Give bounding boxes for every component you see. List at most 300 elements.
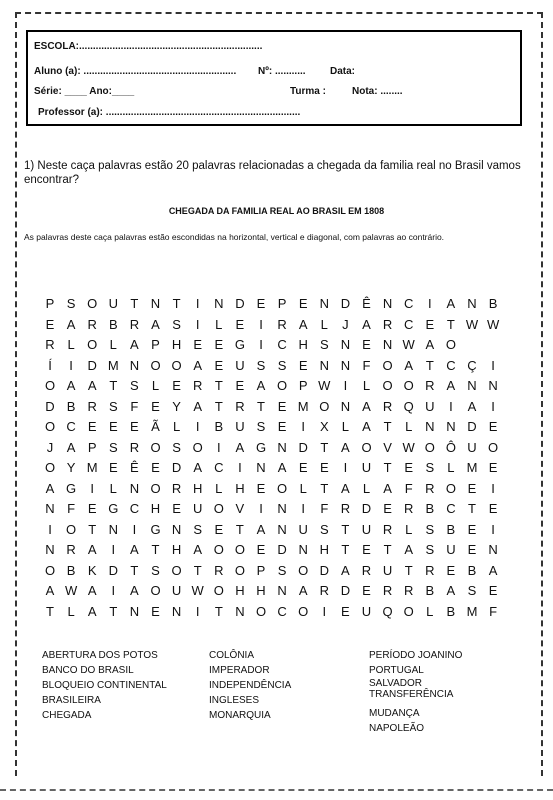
grid-letter[interactable]: I: [259, 337, 263, 352]
grid-letter[interactable]: T: [214, 378, 223, 393]
grid-letter[interactable]: W: [465, 316, 479, 332]
grid-letter[interactable]: K: [87, 562, 97, 578]
grid-letter[interactable]: S: [425, 542, 435, 557]
grid-letter[interactable]: O: [382, 357, 393, 373]
grid-letter[interactable]: I: [259, 316, 263, 332]
grid-letter[interactable]: H: [235, 480, 245, 496]
grid-letter[interactable]: T: [446, 316, 455, 332]
grid-letter[interactable]: I: [195, 316, 200, 332]
grid-letter[interactable]: G: [234, 337, 245, 352]
grid-letter[interactable]: F: [67, 501, 76, 516]
grid-letter[interactable]: R: [45, 337, 55, 352]
grid-letter[interactable]: S: [425, 521, 435, 537]
grid-letter[interactable]: O: [150, 439, 161, 455]
grid-letter[interactable]: O: [298, 562, 309, 578]
grid-letter[interactable]: E: [446, 562, 456, 578]
grid-letter[interactable]: O: [234, 542, 245, 557]
grid-letter[interactable]: L: [362, 480, 371, 496]
grid-letter[interactable]: U: [361, 521, 372, 537]
grid-letter[interactable]: H: [171, 542, 182, 557]
grid-letter[interactable]: R: [66, 542, 76, 557]
grid-letter[interactable]: E: [256, 542, 266, 557]
grid-letter[interactable]: N: [382, 337, 393, 352]
grid-letter[interactable]: A: [87, 583, 97, 598]
grid-letter[interactable]: E: [298, 357, 308, 373]
grid-letter[interactable]: A: [341, 439, 350, 455]
grid-letter[interactable]: C: [129, 501, 140, 516]
grid-letter[interactable]: N: [277, 439, 287, 455]
grid-letter[interactable]: L: [172, 419, 181, 434]
grid-letter[interactable]: P: [277, 296, 287, 311]
grid-letter[interactable]: R: [403, 501, 414, 516]
grid-letter[interactable]: Y: [172, 398, 181, 414]
student-name-field[interactable]: Aluno (a): .......................................................: [34, 66, 237, 77]
grid-letter[interactable]: T: [109, 378, 118, 393]
grid-letter[interactable]: B: [488, 296, 498, 311]
grid-letter[interactable]: A: [87, 542, 97, 557]
grid-letter[interactable]: P: [151, 337, 160, 352]
grid-letter[interactable]: L: [67, 603, 75, 619]
grid-letter[interactable]: D: [340, 583, 351, 598]
grid-letter[interactable]: G: [66, 480, 77, 496]
grid-letter[interactable]: W: [64, 583, 78, 598]
grid-letter[interactable]: N: [235, 603, 245, 619]
grid-letter[interactable]: H: [192, 480, 203, 496]
grid-letter[interactable]: S: [151, 562, 160, 578]
date-field[interactable]: Data:: [330, 66, 356, 77]
grid-letter[interactable]: D: [45, 398, 55, 414]
grid-letter[interactable]: A: [341, 480, 350, 496]
grid-letter[interactable]: L: [109, 480, 117, 496]
grid-letter[interactable]: R: [319, 583, 329, 598]
grid-letter[interactable]: O: [192, 439, 203, 455]
grid-letter[interactable]: N: [467, 378, 477, 393]
grid-letter[interactable]: B: [108, 316, 118, 332]
grid-letter[interactable]: C: [214, 460, 224, 475]
grid-letter[interactable]: Ã: [151, 419, 160, 434]
grid-letter[interactable]: M: [86, 460, 98, 475]
grid-letter[interactable]: H: [171, 337, 182, 352]
grid-letter[interactable]: W: [486, 316, 500, 332]
grid-letter[interactable]: S: [319, 337, 329, 352]
grid-letter[interactable]: C: [403, 316, 414, 332]
grid-letter[interactable]: C: [66, 419, 76, 434]
grid-letter[interactable]: O: [87, 296, 98, 311]
grid-letter[interactable]: P: [87, 439, 97, 455]
teacher-field[interactable]: Professor (a): ......................................................................: [38, 107, 301, 118]
grid-letter[interactable]: C: [403, 296, 414, 311]
grid-letter[interactable]: U: [467, 439, 477, 455]
grid-letter[interactable]: E: [235, 378, 245, 393]
grid-letter[interactable]: O: [171, 357, 182, 373]
grid-letter[interactable]: I: [195, 296, 200, 311]
grid-letter[interactable]: A: [235, 439, 245, 455]
grid-letter[interactable]: Q: [382, 603, 393, 619]
grid-letter[interactable]: R: [214, 562, 224, 578]
grid-letter[interactable]: N: [467, 296, 477, 311]
grid-letter[interactable]: E: [362, 583, 371, 598]
grid-letter[interactable]: B: [446, 603, 456, 619]
grid-letter[interactable]: E: [108, 460, 118, 475]
grid-letter[interactable]: E: [130, 419, 139, 434]
grid-letter[interactable]: L: [215, 316, 223, 332]
grid-letter[interactable]: O: [150, 357, 161, 373]
grid-letter[interactable]: R: [87, 316, 97, 332]
grid-letter[interactable]: L: [215, 480, 223, 496]
grid-letter[interactable]: E: [214, 521, 224, 537]
grid-letter[interactable]: I: [491, 480, 495, 496]
grid-letter[interactable]: A: [277, 460, 287, 475]
grid-letter[interactable]: T: [320, 480, 329, 496]
grid-letter[interactable]: A: [45, 583, 55, 598]
grid-letter[interactable]: N: [340, 398, 351, 414]
grid-letter[interactable]: A: [66, 316, 76, 332]
grid-letter[interactable]: O: [150, 480, 161, 496]
grid-letter[interactable]: E: [341, 603, 350, 619]
grid-letter[interactable]: A: [87, 603, 97, 619]
grid-letter[interactable]: B: [66, 398, 76, 414]
grid-letter[interactable]: M: [107, 357, 119, 373]
grid-letter[interactable]: A: [383, 480, 392, 496]
grid-letter[interactable]: O: [403, 378, 414, 393]
grid-letter[interactable]: G: [108, 501, 119, 516]
grid-letter[interactable]: A: [341, 562, 350, 578]
grid-letter[interactable]: I: [111, 583, 116, 598]
grid-letter[interactable]: I: [301, 501, 305, 516]
grid-letter[interactable]: S: [256, 419, 266, 434]
grid-letter[interactable]: A: [193, 542, 203, 557]
grid-letter[interactable]: X: [319, 419, 329, 434]
grid-letter[interactable]: I: [238, 460, 242, 475]
grid-letter[interactable]: R: [382, 316, 393, 332]
grid-letter[interactable]: S: [172, 316, 181, 332]
grid-letter[interactable]: A: [130, 583, 139, 598]
grid-letter[interactable]: M: [466, 460, 478, 475]
grid-letter[interactable]: O: [277, 480, 288, 496]
grid-letter[interactable]: D: [319, 562, 329, 578]
grid-letter[interactable]: R: [235, 398, 245, 414]
grid-letter[interactable]: I: [195, 603, 200, 619]
grid-letter[interactable]: N: [45, 501, 55, 516]
grid-letter[interactable]: F: [320, 501, 329, 516]
grid-letter[interactable]: P: [298, 378, 308, 393]
grid-letter[interactable]: V: [235, 501, 245, 516]
grid-letter[interactable]: I: [427, 296, 432, 311]
grid-letter[interactable]: N: [488, 378, 498, 393]
grid-letter[interactable]: A: [446, 583, 456, 598]
grid-letter[interactable]: T: [383, 460, 392, 475]
grid-letter[interactable]: R: [425, 378, 435, 393]
grid-letter[interactable]: E: [298, 460, 308, 475]
grid-letter[interactable]: J: [46, 439, 54, 455]
grid-letter[interactable]: O: [66, 521, 77, 537]
grid-letter[interactable]: E: [277, 398, 287, 414]
grid-letter[interactable]: A: [362, 316, 371, 332]
grid-letter[interactable]: T: [193, 562, 202, 578]
grid-letter[interactable]: D: [361, 501, 372, 516]
grid-letter[interactable]: L: [405, 419, 413, 434]
grid-letter[interactable]: A: [298, 316, 308, 332]
grid-letter[interactable]: S: [172, 439, 181, 455]
grid-letter[interactable]: Í: [48, 357, 52, 373]
grid-letter[interactable]: O: [488, 439, 499, 455]
grid-letter[interactable]: T: [341, 521, 350, 537]
grid-letter[interactable]: I: [343, 378, 348, 393]
grid-letter[interactable]: A: [298, 583, 308, 598]
grid-letter[interactable]: O: [213, 542, 224, 557]
grid-letter[interactable]: O: [319, 398, 330, 414]
grid-letter[interactable]: A: [446, 378, 456, 393]
school-field[interactable]: ESCOLA:..................................................................: [34, 41, 263, 52]
grid-letter[interactable]: E: [467, 521, 477, 537]
grid-letter[interactable]: O: [298, 603, 309, 619]
grid-letter[interactable]: R: [361, 562, 372, 578]
grid-letter[interactable]: S: [319, 521, 329, 537]
grid-letter[interactable]: U: [361, 460, 372, 475]
grid-letter[interactable]: A: [446, 296, 456, 311]
grid-letter[interactable]: F: [130, 398, 139, 414]
grid-letter[interactable]: H: [298, 337, 308, 352]
grid-letter[interactable]: E: [362, 337, 371, 352]
grid-letter[interactable]: T: [425, 357, 434, 373]
grid-letter[interactable]: N: [277, 521, 287, 537]
grid-letter[interactable]: S: [425, 460, 435, 475]
grid-letter[interactable]: I: [195, 419, 200, 434]
grid-letter[interactable]: E: [87, 419, 97, 434]
grid-letter[interactable]: T: [383, 542, 392, 557]
grid-letter[interactable]: N: [446, 419, 456, 434]
grid-letter[interactable]: L: [362, 378, 371, 393]
grid-letter[interactable]: B: [66, 562, 76, 578]
grid-letter[interactable]: T: [468, 501, 476, 516]
grid-letter[interactable]: N: [256, 460, 266, 475]
grid-letter[interactable]: R: [171, 480, 182, 496]
grid-letter[interactable]: E: [108, 419, 118, 434]
grid-letter[interactable]: E: [362, 542, 371, 557]
grid-letter[interactable]: E: [214, 357, 224, 373]
grid-letter[interactable]: N: [150, 296, 161, 311]
grid-letter[interactable]: O: [171, 562, 182, 578]
grid-letter[interactable]: Y: [66, 460, 76, 475]
grid-letter[interactable]: E: [193, 337, 203, 352]
grid-letter[interactable]: U: [361, 603, 372, 619]
grid-letter[interactable]: T: [214, 603, 223, 619]
grid-letter[interactable]: T: [130, 562, 139, 578]
grid-letter[interactable]: E: [256, 296, 266, 311]
grid-letter[interactable]: P: [256, 562, 266, 578]
grid-letter[interactable]: A: [151, 316, 160, 332]
grid-letter[interactable]: T: [109, 603, 118, 619]
grid-letter[interactable]: T: [235, 521, 244, 537]
grid-letter[interactable]: G: [150, 521, 161, 537]
grid-letter[interactable]: E: [488, 501, 498, 516]
grid-letter[interactable]: E: [319, 460, 329, 475]
grid-letter[interactable]: N: [382, 296, 393, 311]
grid-letter[interactable]: A: [404, 357, 414, 373]
grid-letter[interactable]: J: [342, 316, 349, 332]
grid-letter[interactable]: E: [151, 398, 160, 414]
grid-letter[interactable]: Ê: [130, 460, 139, 475]
grid-letter[interactable]: N: [277, 501, 287, 516]
grid-letter[interactable]: G: [255, 439, 267, 455]
grid-letter[interactable]: B: [425, 583, 435, 598]
grid-letter[interactable]: F: [404, 480, 413, 496]
grid-letter[interactable]: A: [87, 378, 97, 393]
grid-letter[interactable]: S: [277, 357, 287, 373]
grid-letter[interactable]: A: [66, 378, 76, 393]
grid-letter[interactable]: E: [87, 501, 97, 516]
grid-letter[interactable]: D: [108, 562, 118, 578]
grid-letter[interactable]: N: [171, 521, 182, 537]
grid-letter[interactable]: E: [172, 501, 181, 516]
grid-letter[interactable]: L: [67, 337, 75, 352]
grid-letter[interactable]: N: [45, 542, 55, 557]
grid-letter[interactable]: E: [404, 460, 414, 475]
grid-letter[interactable]: E: [488, 419, 498, 434]
grid-letter[interactable]: T: [383, 419, 392, 434]
grid-letter[interactable]: M: [297, 398, 309, 414]
grid-letter[interactable]: E: [151, 460, 160, 475]
grid-letter[interactable]: F: [489, 603, 498, 619]
grid-letter[interactable]: R: [340, 501, 351, 516]
grid-letter[interactable]: H: [235, 583, 245, 598]
grade-year-field[interactable]: Série: ____ Ano:____: [34, 86, 135, 97]
grid-letter[interactable]: D: [235, 296, 245, 311]
grid-letter[interactable]: A: [488, 562, 498, 578]
grid-letter[interactable]: M: [466, 603, 478, 619]
grid-letter[interactable]: H: [150, 501, 161, 516]
grid-letter[interactable]: E: [151, 603, 160, 619]
grid-letter[interactable]: R: [129, 316, 140, 332]
grid-letter[interactable]: S: [256, 357, 266, 373]
grid-letter[interactable]: E: [277, 419, 287, 434]
grid-letter[interactable]: O: [445, 337, 456, 352]
grid-letter[interactable]: N: [277, 583, 287, 598]
grid-letter[interactable]: O: [424, 439, 435, 455]
grid-letter[interactable]: U: [382, 562, 393, 578]
grid-letter[interactable]: O: [213, 583, 224, 598]
grid-letter[interactable]: D: [277, 542, 287, 557]
grid-letter[interactable]: B: [425, 501, 435, 516]
grid-letter[interactable]: W: [191, 583, 204, 598]
grid-letter[interactable]: O: [361, 439, 372, 455]
grid-letter[interactable]: R: [192, 378, 203, 393]
grid-letter[interactable]: R: [425, 480, 435, 496]
grid-letter[interactable]: L: [426, 603, 434, 619]
grid-letter[interactable]: O: [44, 562, 56, 578]
grid-letter[interactable]: I: [343, 460, 348, 475]
grid-letter[interactable]: O: [445, 480, 456, 496]
grid-letter[interactable]: E: [214, 337, 224, 352]
grid-letter[interactable]: R: [277, 316, 287, 332]
grid-letter[interactable]: R: [87, 398, 97, 414]
grid-letter[interactable]: A: [256, 378, 266, 393]
grid-letter[interactable]: D: [298, 439, 308, 455]
grid-letter[interactable]: A: [193, 357, 203, 373]
grid-letter[interactable]: A: [193, 398, 203, 414]
grid-letter[interactable]: R: [382, 398, 393, 414]
grid-letter[interactable]: E: [488, 460, 498, 475]
grid-letter[interactable]: U: [425, 398, 435, 414]
grid-letter[interactable]: E: [298, 296, 308, 311]
grid-letter[interactable]: C: [446, 357, 456, 373]
grid-letter[interactable]: T: [130, 296, 139, 311]
number-field[interactable]: Nº: ...........: [258, 66, 306, 77]
grid-letter[interactable]: N: [214, 296, 224, 311]
grid-letter[interactable]: Ê: [362, 296, 371, 311]
grid-letter[interactable]: U: [446, 542, 456, 557]
grid-letter[interactable]: L: [341, 419, 349, 434]
grid-letter[interactable]: T: [341, 542, 350, 557]
grid-letter[interactable]: A: [404, 542, 414, 557]
grid-letter[interactable]: N: [488, 542, 498, 557]
grid-letter[interactable]: E: [467, 480, 477, 496]
grid-letter[interactable]: I: [491, 398, 495, 414]
grid-letter[interactable]: A: [425, 337, 435, 352]
grid-letter[interactable]: N: [129, 603, 140, 619]
grid-letter[interactable]: T: [320, 439, 329, 455]
grid-letter[interactable]: O: [44, 378, 56, 393]
grid-letter[interactable]: D: [171, 460, 182, 475]
grid-letter[interactable]: T: [46, 603, 54, 619]
grid-letter[interactable]: O: [277, 378, 288, 393]
grid-letter[interactable]: E: [488, 583, 498, 598]
grid-letter[interactable]: N: [340, 357, 351, 373]
grid-letter[interactable]: S: [193, 521, 203, 537]
grid-letter[interactable]: E: [45, 316, 55, 332]
grid-letter[interactable]: A: [45, 480, 55, 496]
grid-letter[interactable]: I: [322, 603, 327, 619]
grid-letter[interactable]: O: [382, 378, 393, 393]
grid-letter[interactable]: A: [193, 460, 203, 475]
grid-letter[interactable]: E: [383, 501, 392, 516]
grid-letter[interactable]: N: [129, 357, 140, 373]
grid-letter[interactable]: W: [402, 337, 415, 352]
grid-letter[interactable]: E: [467, 542, 477, 557]
grid-letter[interactable]: U: [171, 583, 182, 598]
grid-letter[interactable]: I: [216, 439, 221, 455]
grid-letter[interactable]: T: [404, 562, 413, 578]
grid-letter[interactable]: N: [171, 603, 182, 619]
grid-letter[interactable]: B: [446, 521, 456, 537]
grid-letter[interactable]: S: [467, 583, 477, 598]
grid-letter[interactable]: S: [277, 562, 287, 578]
grid-letter[interactable]: O: [44, 460, 56, 475]
grid-letter[interactable]: Ç: [467, 357, 477, 373]
grid-letter[interactable]: R: [382, 521, 393, 537]
grid-letter[interactable]: I: [491, 521, 495, 537]
grid-letter[interactable]: A: [362, 398, 371, 414]
class-field[interactable]: Turma :: [290, 86, 326, 97]
grid-letter[interactable]: S: [108, 439, 118, 455]
grid-letter[interactable]: E: [256, 480, 266, 496]
grid-letter[interactable]: C: [277, 337, 287, 352]
grid-letter[interactable]: C: [277, 603, 287, 619]
grid-letter[interactable]: B: [467, 562, 477, 578]
grid-letter[interactable]: H: [319, 542, 329, 557]
score-field[interactable]: Nota: ........: [352, 86, 403, 97]
grid-letter[interactable]: D: [340, 296, 351, 311]
grid-letter[interactable]: O: [403, 603, 414, 619]
grid-letter[interactable]: L: [405, 521, 413, 537]
grid-letter[interactable]: Ô: [445, 439, 456, 455]
grid-letter[interactable]: O: [150, 583, 161, 598]
grid-letter[interactable]: N: [340, 337, 351, 352]
grid-letter[interactable]: L: [447, 460, 455, 475]
grid-letter[interactable]: N: [319, 296, 329, 311]
grid-letter[interactable]: A: [130, 542, 139, 557]
grid-letter[interactable]: N: [298, 542, 308, 557]
